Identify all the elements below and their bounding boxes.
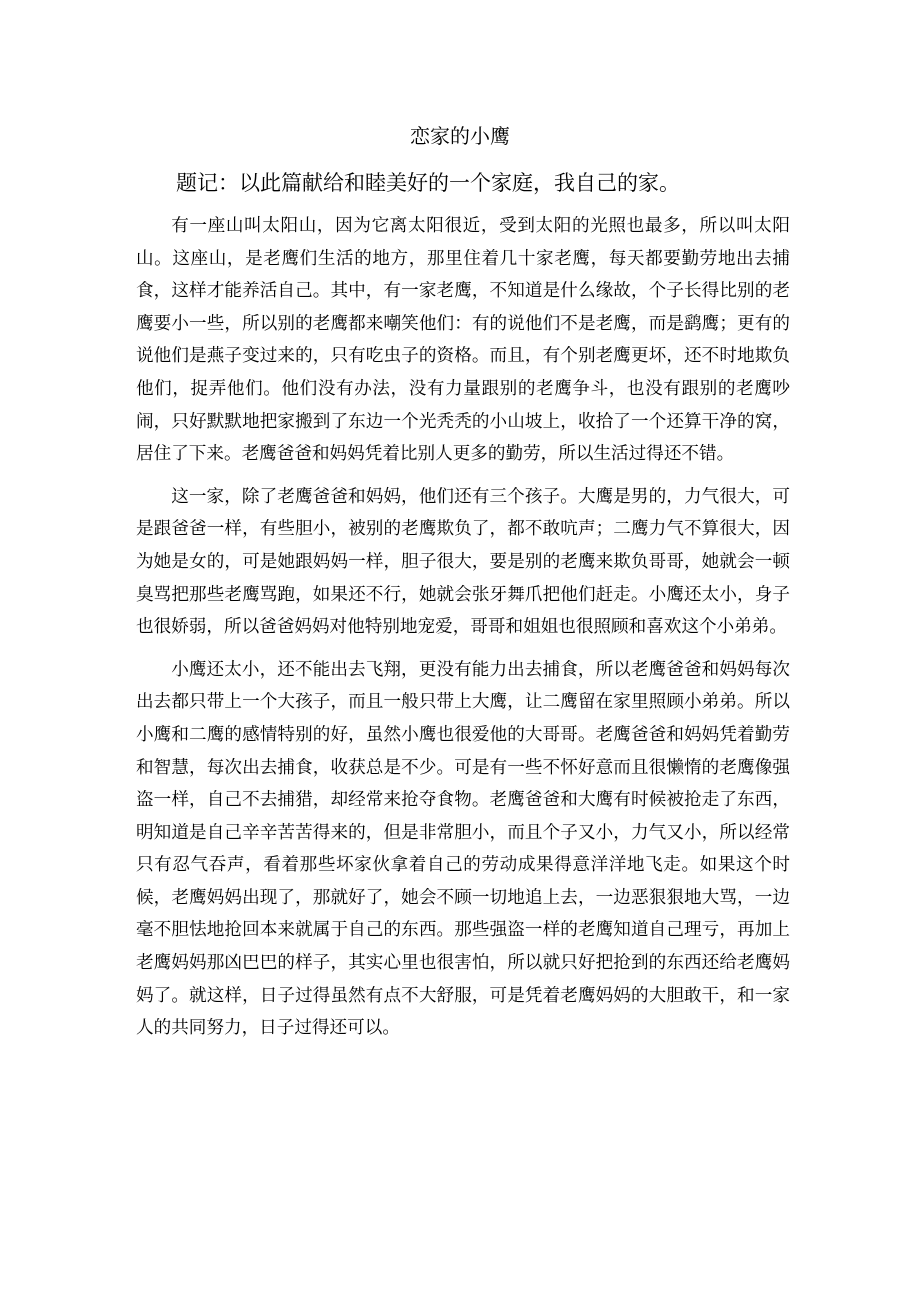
document-body [136, 210, 790, 1055]
paragraph: 这一家，除了老鹰爸爸和妈妈，他们还有三个孩子。大鹰是男的，力气很大，可是跟爸爸一样，有些胆小，被别的老鹰欺负了，都不敢吭声；二鹰力气不算很大，因为她是女的，可是她跟妈妈一样，胆子很大，要是别的老鹰来欺负哥哥，她就会一顿臭骂把那些老鹰骂跑，如果还不行，她就会张牙舞爪把他们赶走。小鹰还太小，身子也很娇弱，所以爸爸妈妈对他特别地宠爱，哥哥和姐姐也很照顾和喜欢这个小弟弟。 [136, 486, 790, 638]
paragraph: 有一座山叫太阳山，因为它离太阳很近，受到太阳的光照也最多，所以叫太阳山。这座山，是老鹰们生活的地方，那里住着几十家老鹰，每天都要勤劳地出去捕食，这样才能养活自己。其中，有一家老鹰，不知道是什么缘故，个子长得比别的老鹰要小一些，所以别的老鹰都来嘲笑他们：有的说他们不是老鹰，而是鹞鹰；更有的说他们是燕子变过来的，只有吃虫子的资格。而且，有个别老鹰更坏，还不时地欺负他们，捉弄他们。他们没有办法，没有力量跟别的老鹰争斗，也没有跟别的老鹰吵闹，只好默默地把家搬到了东边一个光秃秃的小山坡上，收拾了一个还算干净的窝，居住了下来。老鹰爸爸和妈妈凭着比别人更多的勤劳，所以生活过得还不错。 [136, 216, 790, 465]
paragraph: 小鹰还太小，还不能出去飞翔，更没有能力出去捕食，所以老鹰爸爸和妈妈每次出去都只带上一个大孩子，而且一般只带上大鹰，让二鹰留在家里照顾小弟弟。所以小鹰和二鹰的感情特别的好，虽然小鹰也很爱他的大哥哥。老鹰爸爸和妈妈凭着勤劳和智慧，每次出去捕食，收获总是不少。可是有一些不怀好意而且很懒惰的老鹰像强盗一样，自己不去捕猎，却经常来抢夺食物。老鹰爸爸和大鹰有时候被抢走了东西，明知道是自己辛辛苦苦得来的，但是非常胆小，而且个子又小，力气又小，所以经常只有忍气吞声，看着那些坏家伙拿着自己的劳动成果得意洋洋地飞走。如果这个时候，老鹰妈妈出现了，那就好了，她会不顾一切地追上去，一边恶狠狠地大骂，一边毫不胆怯地抢回本来就属于自己的东西。那些强盗一样的老鹰知道自己理亏，再加上老鹰妈妈那凶巴巴的样子，其实心里也很害怕，所以就只好把抢到的东西还给老鹰妈妈了。就这样，日子过得虽然有点不大舒服，可是凭着老鹰妈妈的大胆敢干，和一家人的共同努力，日子过得还可以。 [136, 659, 790, 1039]
document-subtitle: 题记：以此篇献给和睦美好的一个家庭，我自己的家。 [176, 171, 680, 195]
document-title: 恋家的小鹰 [410, 124, 510, 148]
